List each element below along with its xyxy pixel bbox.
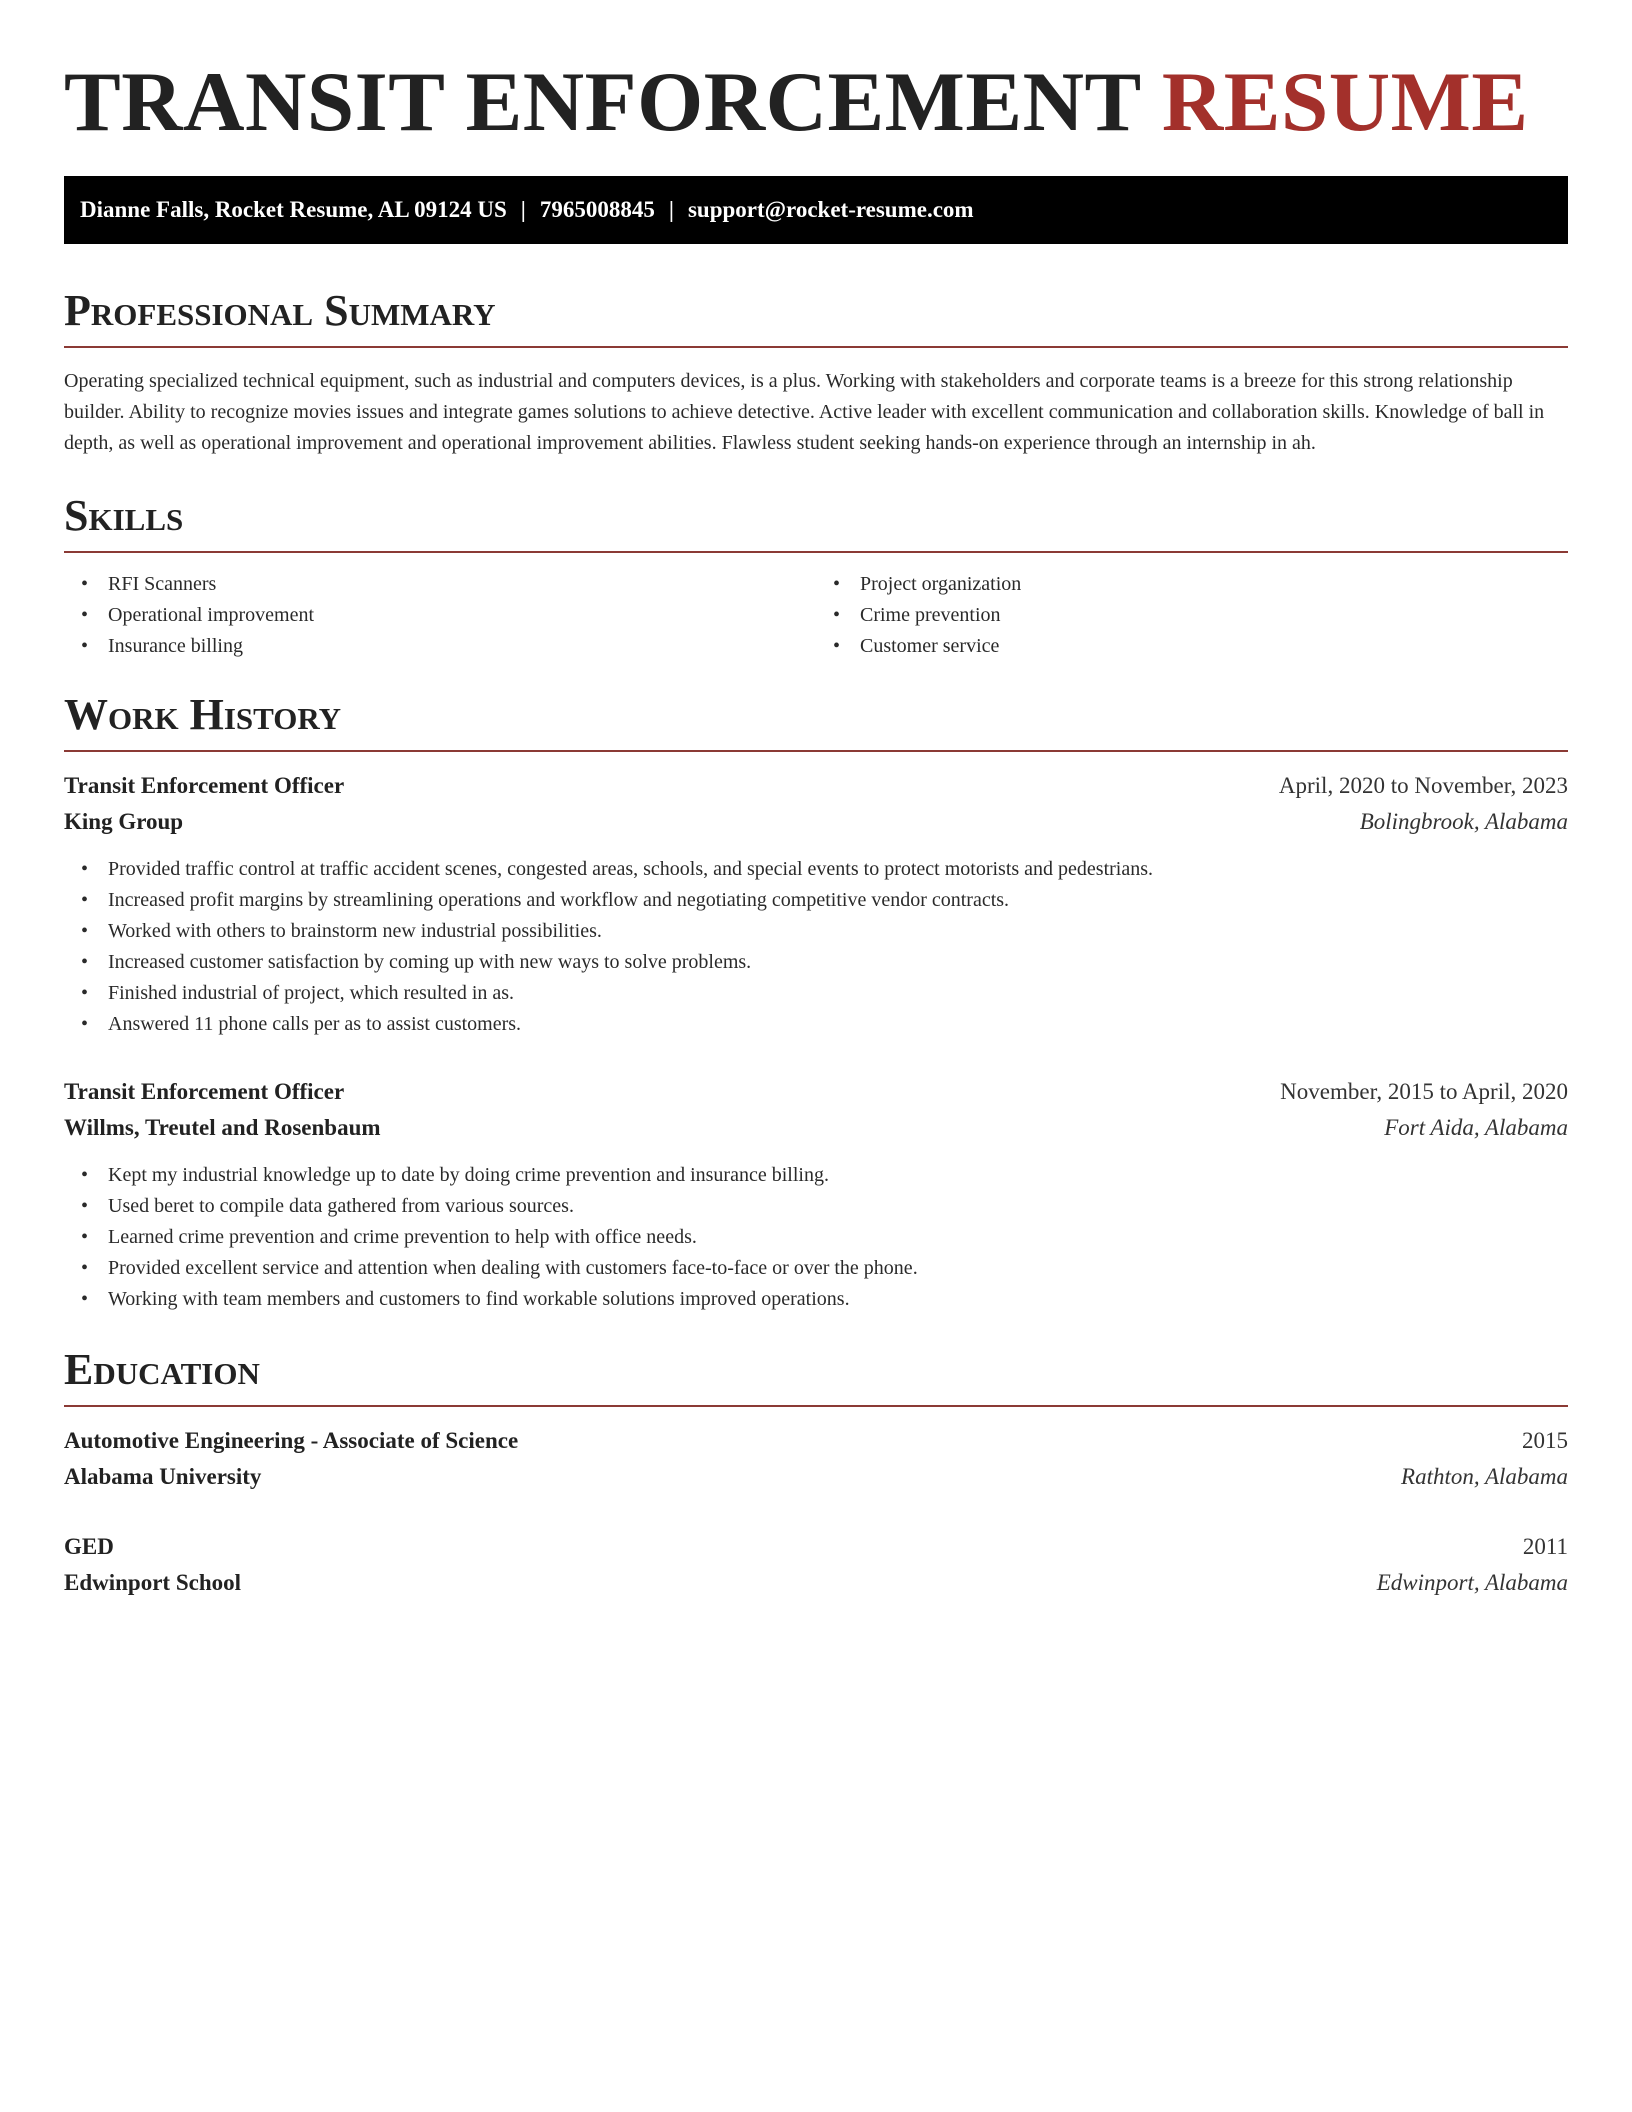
education-degree-row [64,1423,1568,1459]
job-bullet: • Learned crime prevention and crime prevention to help with office needs. [108,1222,1568,1253]
job-bullets [64,1160,1568,1315]
skill-item: • Operational improvement [108,600,816,631]
education-degree: GED [64,1534,114,1559]
job-title: Transit Enforcement Officer [64,773,345,798]
skill-item: • Crime prevention [860,600,1568,631]
skill-item: • Insurance billing [108,631,816,662]
job-entry [64,1074,1568,1315]
job-bullet: • Finished industrial of project, which resulted in as. [108,978,1568,1009]
job-bullet: • Answered 11 phone calls per as to assist customers. [108,1009,1568,1040]
job-bullet: • Provided excellent service and attention when dealing with customers face-to-face or over the phone. [108,1253,1568,1284]
contact-email[interactable]: support@rocket-resume.com [687,197,974,222]
skills-column-left [64,569,816,662]
job-title: Transit Enforcement Officer [64,1079,345,1104]
contact-phone[interactable]: 7965008845 [539,197,655,222]
education-entry [64,1529,1568,1601]
education-school-row [64,1459,1568,1495]
job-header-row [64,768,1568,804]
education-degree-row [64,1529,1568,1565]
job-bullet: • Worked with others to brainstorm new industrial possibilities. [108,916,1568,947]
skill-item: • Customer service [860,631,1568,662]
title-accent: RESUME [1161,55,1529,149]
job-header-row [64,1074,1568,1110]
skills-column-right [816,569,1568,662]
job-dates: April, 2020 to November, 2023 [1278,773,1568,798]
skills-list [64,569,1568,662]
job-bullet: • Kept my industrial knowledge up to date by doing crime prevention and insurance billing. [108,1160,1568,1191]
job-location: Fort Aida, Alabama [1384,1115,1568,1140]
skill-item: • RFI Scanners [108,569,816,600]
job-bullet: • Used beret to compile data gathered from various sources. [108,1191,1568,1222]
job-bullet: • Provided traffic control at traffic accident scenes, congested areas, schools, and special events to protect motorists and pedestrians. [108,854,1568,885]
education-location: Rathton, Alabama [1401,1464,1568,1489]
skill-item: • Project organization [860,569,1568,600]
education-school: Alabama University [64,1464,262,1489]
skills-heading: Skills [64,491,1568,553]
contact-address: Dianne Falls, Rocket Resume, AL 09124 US [80,197,507,222]
contact-separator: | [520,197,526,222]
education-heading: Education [64,1345,1568,1407]
job-bullet: • Increased customer satisfaction by coming up with new ways to solve problems. [108,947,1568,978]
education-degree: Automotive Engineering - Associate of Science [64,1428,519,1453]
job-bullet: • Increased profit margins by streamlining operations and workflow and negotiating competitive vendor contracts. [108,885,1568,916]
education-entry [64,1423,1568,1495]
education-year: 2015 [1522,1428,1568,1453]
job-bullets [64,854,1568,1040]
education-school: Edwinport School [64,1570,242,1595]
education-school-row [64,1565,1568,1601]
title-main: TRANSIT ENFORCEMENT [64,55,1141,149]
job-bullet: • Working with team members and customers to find workable solutions improved operations. [108,1284,1568,1315]
job-location: Bolingbrook, Alabama [1359,809,1568,834]
job-company-row [64,804,1568,840]
contact-separator: | [668,197,674,222]
job-company: King Group [64,809,184,834]
contact-bar [64,176,1568,244]
summary-text: Operating specialized technical equipment, such as industrial and computers devices, is a plus. Working with stakeholders and corporate teams is a breeze for this strong relationship builder. Ability to recognize movies issues and integrate games solutions to achieve detective. Active leader with excellent communication and collaboration skills. Knowledge of ball in depth, as well as operational improvement and operational improvement abilities. Flawless student seeking hands-on experience through an internship in ah. [64,370,1545,454]
job-dates: November, 2015 to April, 2020 [1280,1079,1568,1104]
job-company: Willms, Treutel and Rosenbaum [64,1115,381,1140]
resume-title [64,0,1568,172]
job-entry [64,768,1568,1040]
summary-heading: Professional Summary [64,286,1568,348]
work-history-heading: Work History [64,690,1568,752]
education-location: Edwinport, Alabama [1376,1570,1568,1595]
job-company-row [64,1110,1568,1146]
education-year: 2011 [1522,1534,1568,1559]
